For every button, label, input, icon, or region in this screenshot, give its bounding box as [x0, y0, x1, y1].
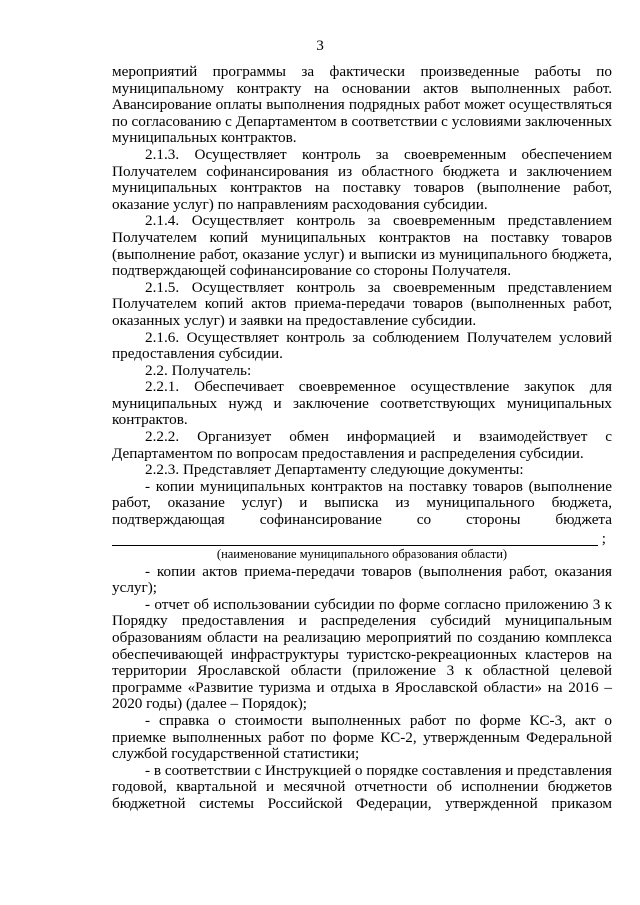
page-number: 3: [316, 37, 324, 54]
document-body: [112, 64, 612, 813]
paragraph-2-2-3: 2.2.3. Представляет Департаменту следующие документы:: [145, 461, 524, 479]
paragraph-2-1-6: 2.1.6. Осуществляет контроль за соблюдением Получателем условий предоставления субсидии.: [112, 328, 612, 363]
paragraph-2-2-2: 2.2.2. Организует обмен информацией и взаимодействует с Департаментом по вопросам предоставления и распределения субсидии.: [112, 428, 612, 462]
list-item-report: - отчет об использовании субсидии по форме согласно приложению 3 к Порядку предоставления и распределения субсидий муниципальным образованиям области на реализацию мероприятий по созданию комплекса обеспечивающей инфраструктуры туристско-рекреационных кластеров на территории Ярославской области (приложение 3 к областной целевой программе «Развитие туризма и отдыха в Ярославской области» на 2016 – 2020 годы) (далее – Порядок);: [112, 595, 612, 713]
blank-terminator: ;: [601, 530, 606, 548]
list-item-instruction: - в соответствии с Инструкцией о порядке составления и представления годовой, квартальной и месячной отчетности об исполнении бюджетов бюджетной системы Российской Федерации, утвержденной приказом: [112, 761, 612, 812]
paragraph-continuation: мероприятий программы за фактически произведенные работы по муниципальному контракту на основании актов выполненных работ. Авансирование оплаты выполнения подрядных работ может осуществляться по согласованию с Департаментом в соответствии с условиями заключенных муниципальных контрактов.: [112, 63, 612, 147]
list-item-acts: - копии актов приема-передачи товаров (выполнения работ, оказания услуг);: [112, 562, 612, 597]
list-item-certificate: - справка о стоимости выполненных работ по форме КС-3, акт о приемке выполненных работ по форме КС-2, утвержденным Федеральной службой государственной статистики;: [112, 711, 612, 763]
list-item-contracts: - копии муниципальных контрактов на поставку товаров (выполнение работ, оказание услуг) и выписка из муниципального бюджета, подтверждающая софинансирование со стороны бюджета: [112, 477, 612, 529]
blank-caption: (наименование муниципального образования области): [216, 546, 508, 561]
paragraph-2-1-5: 2.1.5. Осуществляет контроль за своевременным представлением Получателем копий актов приема-передачи товаров (выполненных работ, оказанных услуг) и заявки на предоставление субсидии.: [112, 278, 612, 329]
paragraph-2-1-3: 2.1.3. Осуществляет контроль за своевременным обеспечением Получателем софинансирования из областного бюджета и заключением муниципальных контрактов на поставку товаров (выполнение работ, оказание услуг) по направлениям расходования субсидии.: [112, 145, 612, 213]
fill-in-blank-line: [112, 530, 606, 548]
paragraph-2-2-1: 2.2.1. Обеспечивает своевременное осуществление закупок для муниципальных нужд и заключение соответствующих муниципальных контрактов.: [112, 378, 612, 429]
paragraph-2-2: 2.2. Получатель:: [145, 361, 252, 379]
paragraph-2-1-4: 2.1.4. Осуществляет контроль за своевременным представлением Получателем копий муниципальных контрактов на поставку товаров (выполнение работ, оказание услуг) и выписки из муниципального бюджета, подтверждающей софинансирование со стороны Получателя.: [112, 212, 612, 280]
